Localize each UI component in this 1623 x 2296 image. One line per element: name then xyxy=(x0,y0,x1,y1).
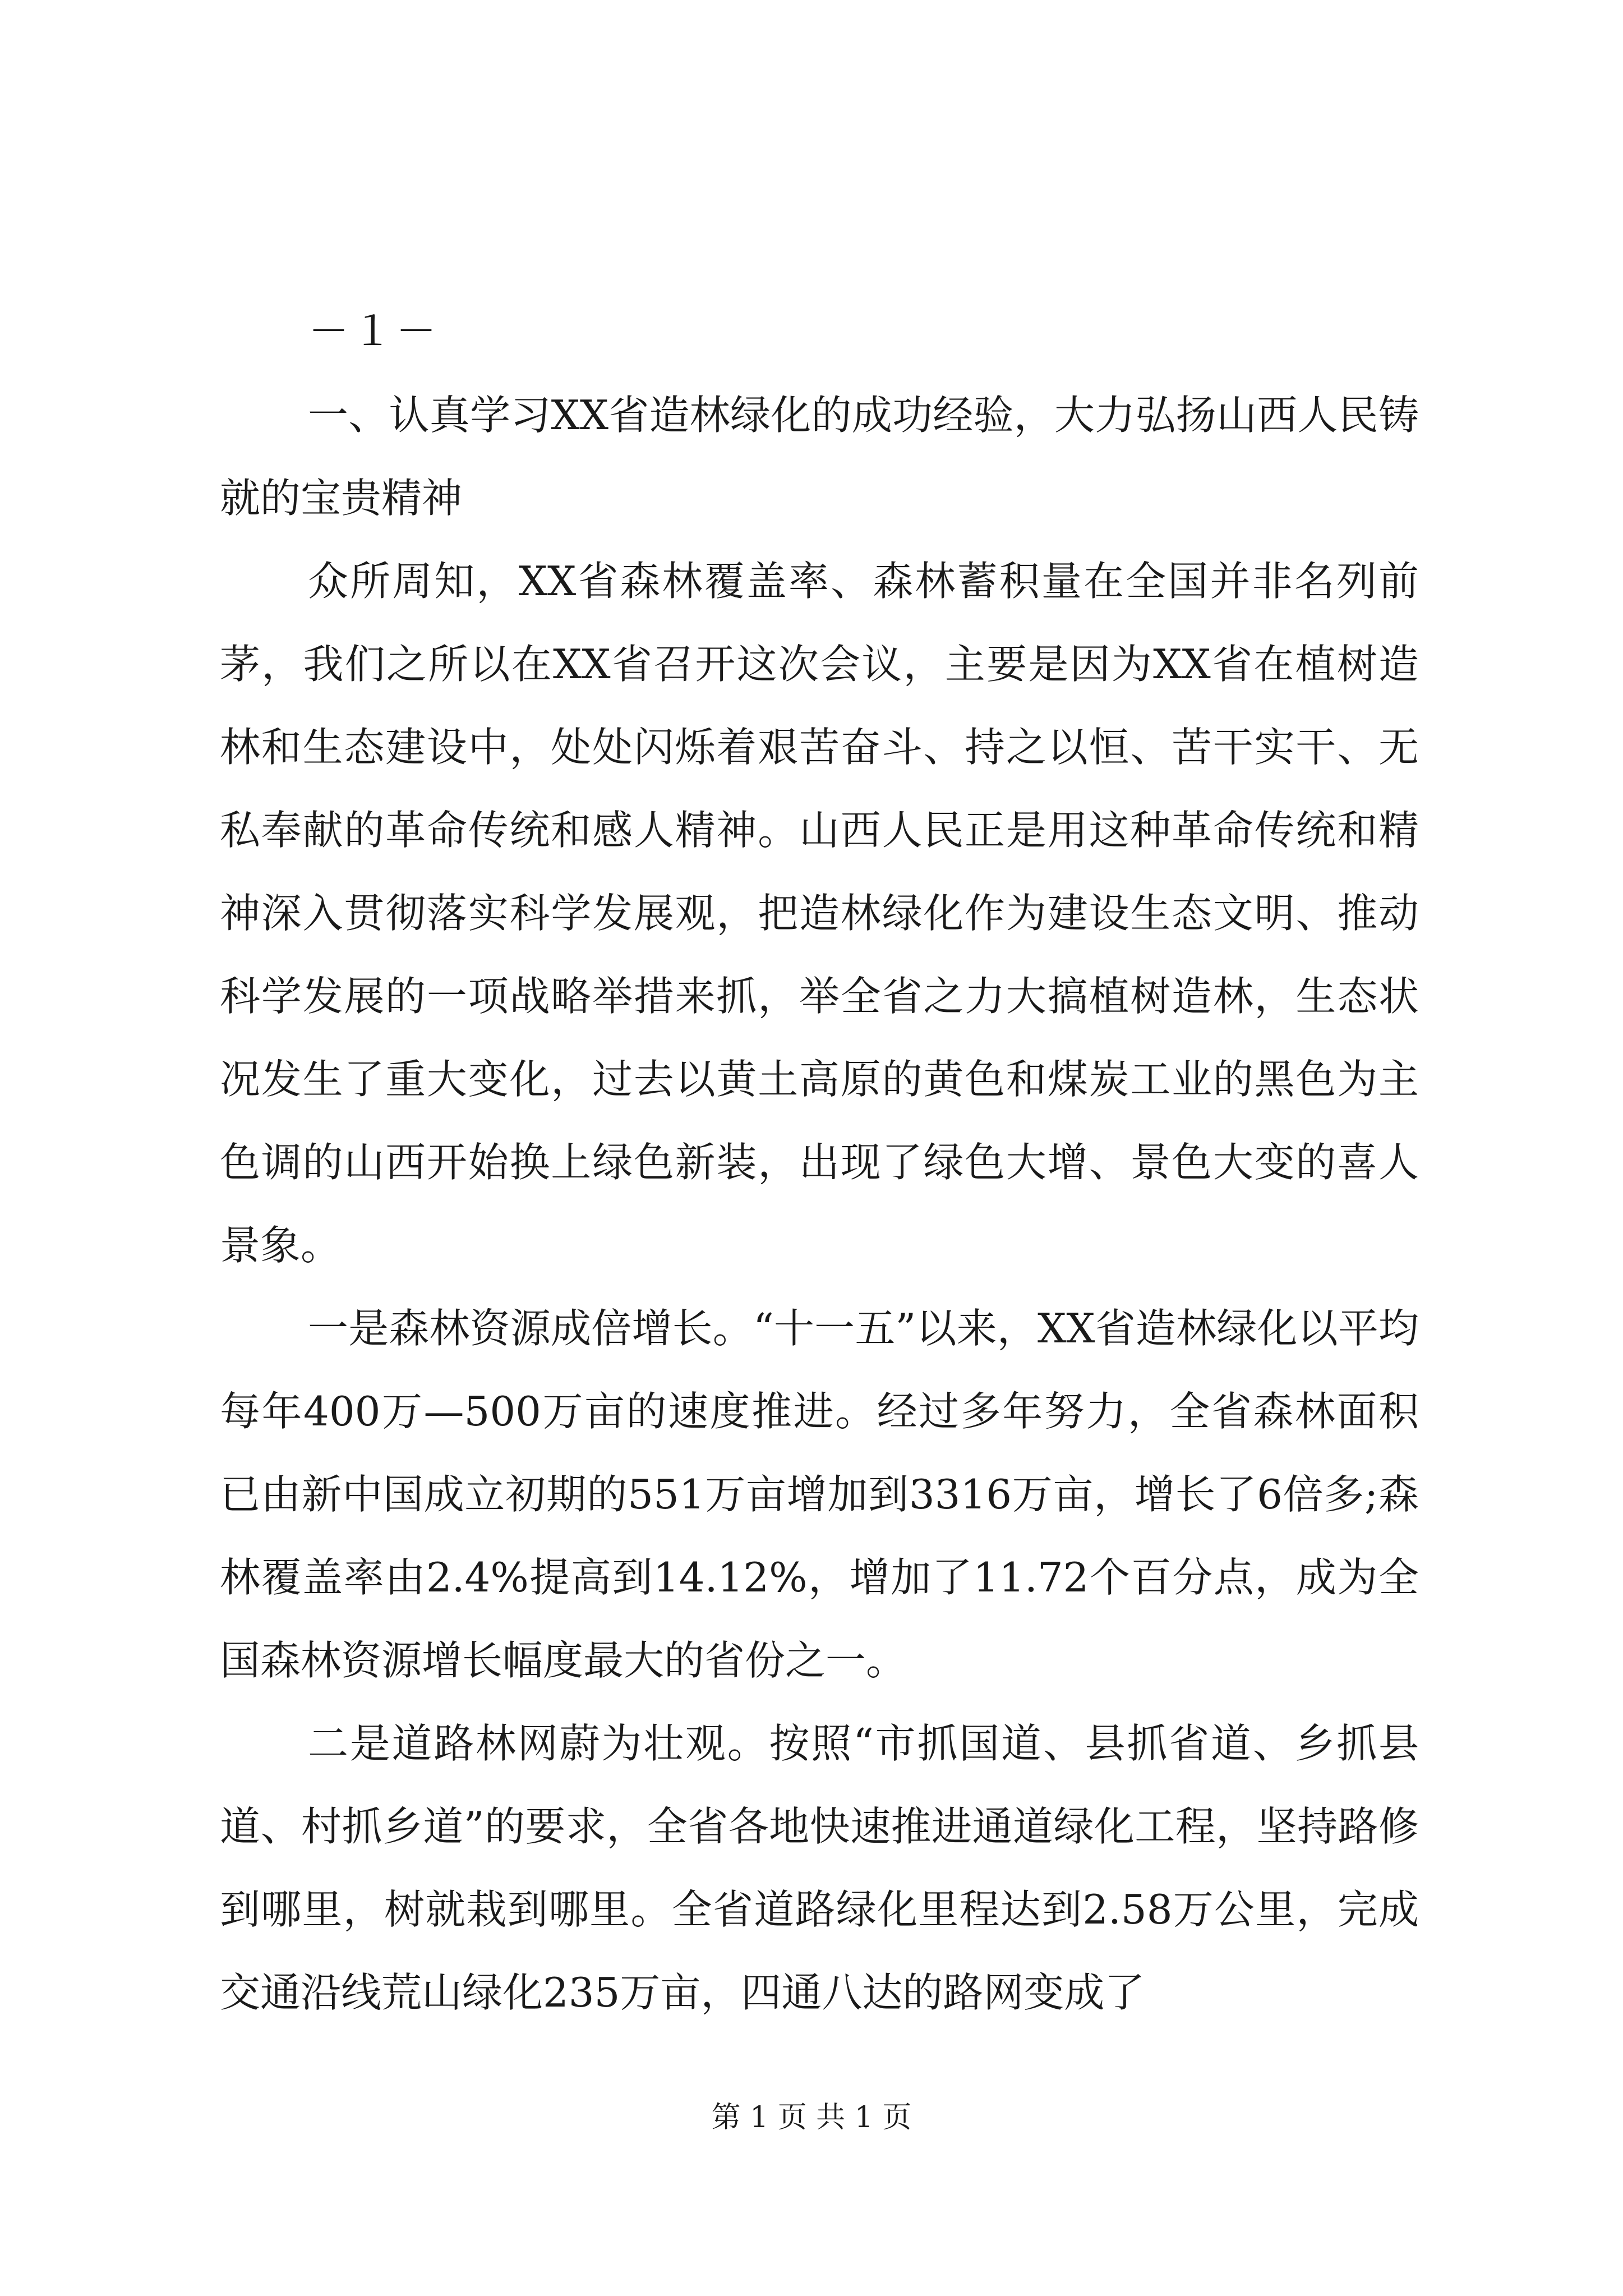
paragraph: 众所周知，XX省森林覆盖率、森林蓄积量在全国并非名列前茅，我们之所以在XX省召开这次会议，主要是因为XX省在植树造林和生态建设中，处处闪烁着艰苦奋斗、持之以恒、苦干实干、无私奉献的革命传统和感人精神。山西人民正是用这种革命传统和精神深入贯彻落实科学发展观，把造林绿化作为建设生态文明、推动科学发展的一项战略举措来抓，举全省之力大搞植树造林，生态状况发生了重大变化，过去以黄土高原的黄色和煤炭工业的黑色为主色调的山西开始换上绿色新装，出现了绿色大增、景色大变的喜人景象。 xyxy=(220,558,1419,1269)
document-body xyxy=(220,374,1419,2034)
paragraph: 一是森林资源成倍增长。“十一五”以来，XX省造林绿化以平均每年400万—500万亩的速度推进。经过多年努力，全省森林面积已由新中国成立初期的551万亩增加到3316万亩，增长了6倍多;森林覆盖率由2.4%提高到14.12%，增加了11.72个百分点，成为全国森林资源增长幅度最大的省份之一。 xyxy=(220,1305,1419,1684)
paragraph: 二是道路林网蔚为壮观。按照“市抓国道、县抓省道、乡抓县道、村抓乡道”的要求，全省各地快速推进通道绿化工程，坚持路修到哪里，树就栽到哪里。全省道路绿化里程达到2.58万公里，完成交通沿线荒山绿化235万亩，四通八达的路网变成了 xyxy=(220,1720,1419,2016)
page-footer: 第 1 页 共 1 页 xyxy=(711,2101,912,2134)
page-number-marker: －１－ xyxy=(308,307,440,355)
section-heading: 一、认真学习XX省造林绿化的成功经验，大力弘扬山西人民铸就的宝贵精神 xyxy=(220,392,1419,522)
